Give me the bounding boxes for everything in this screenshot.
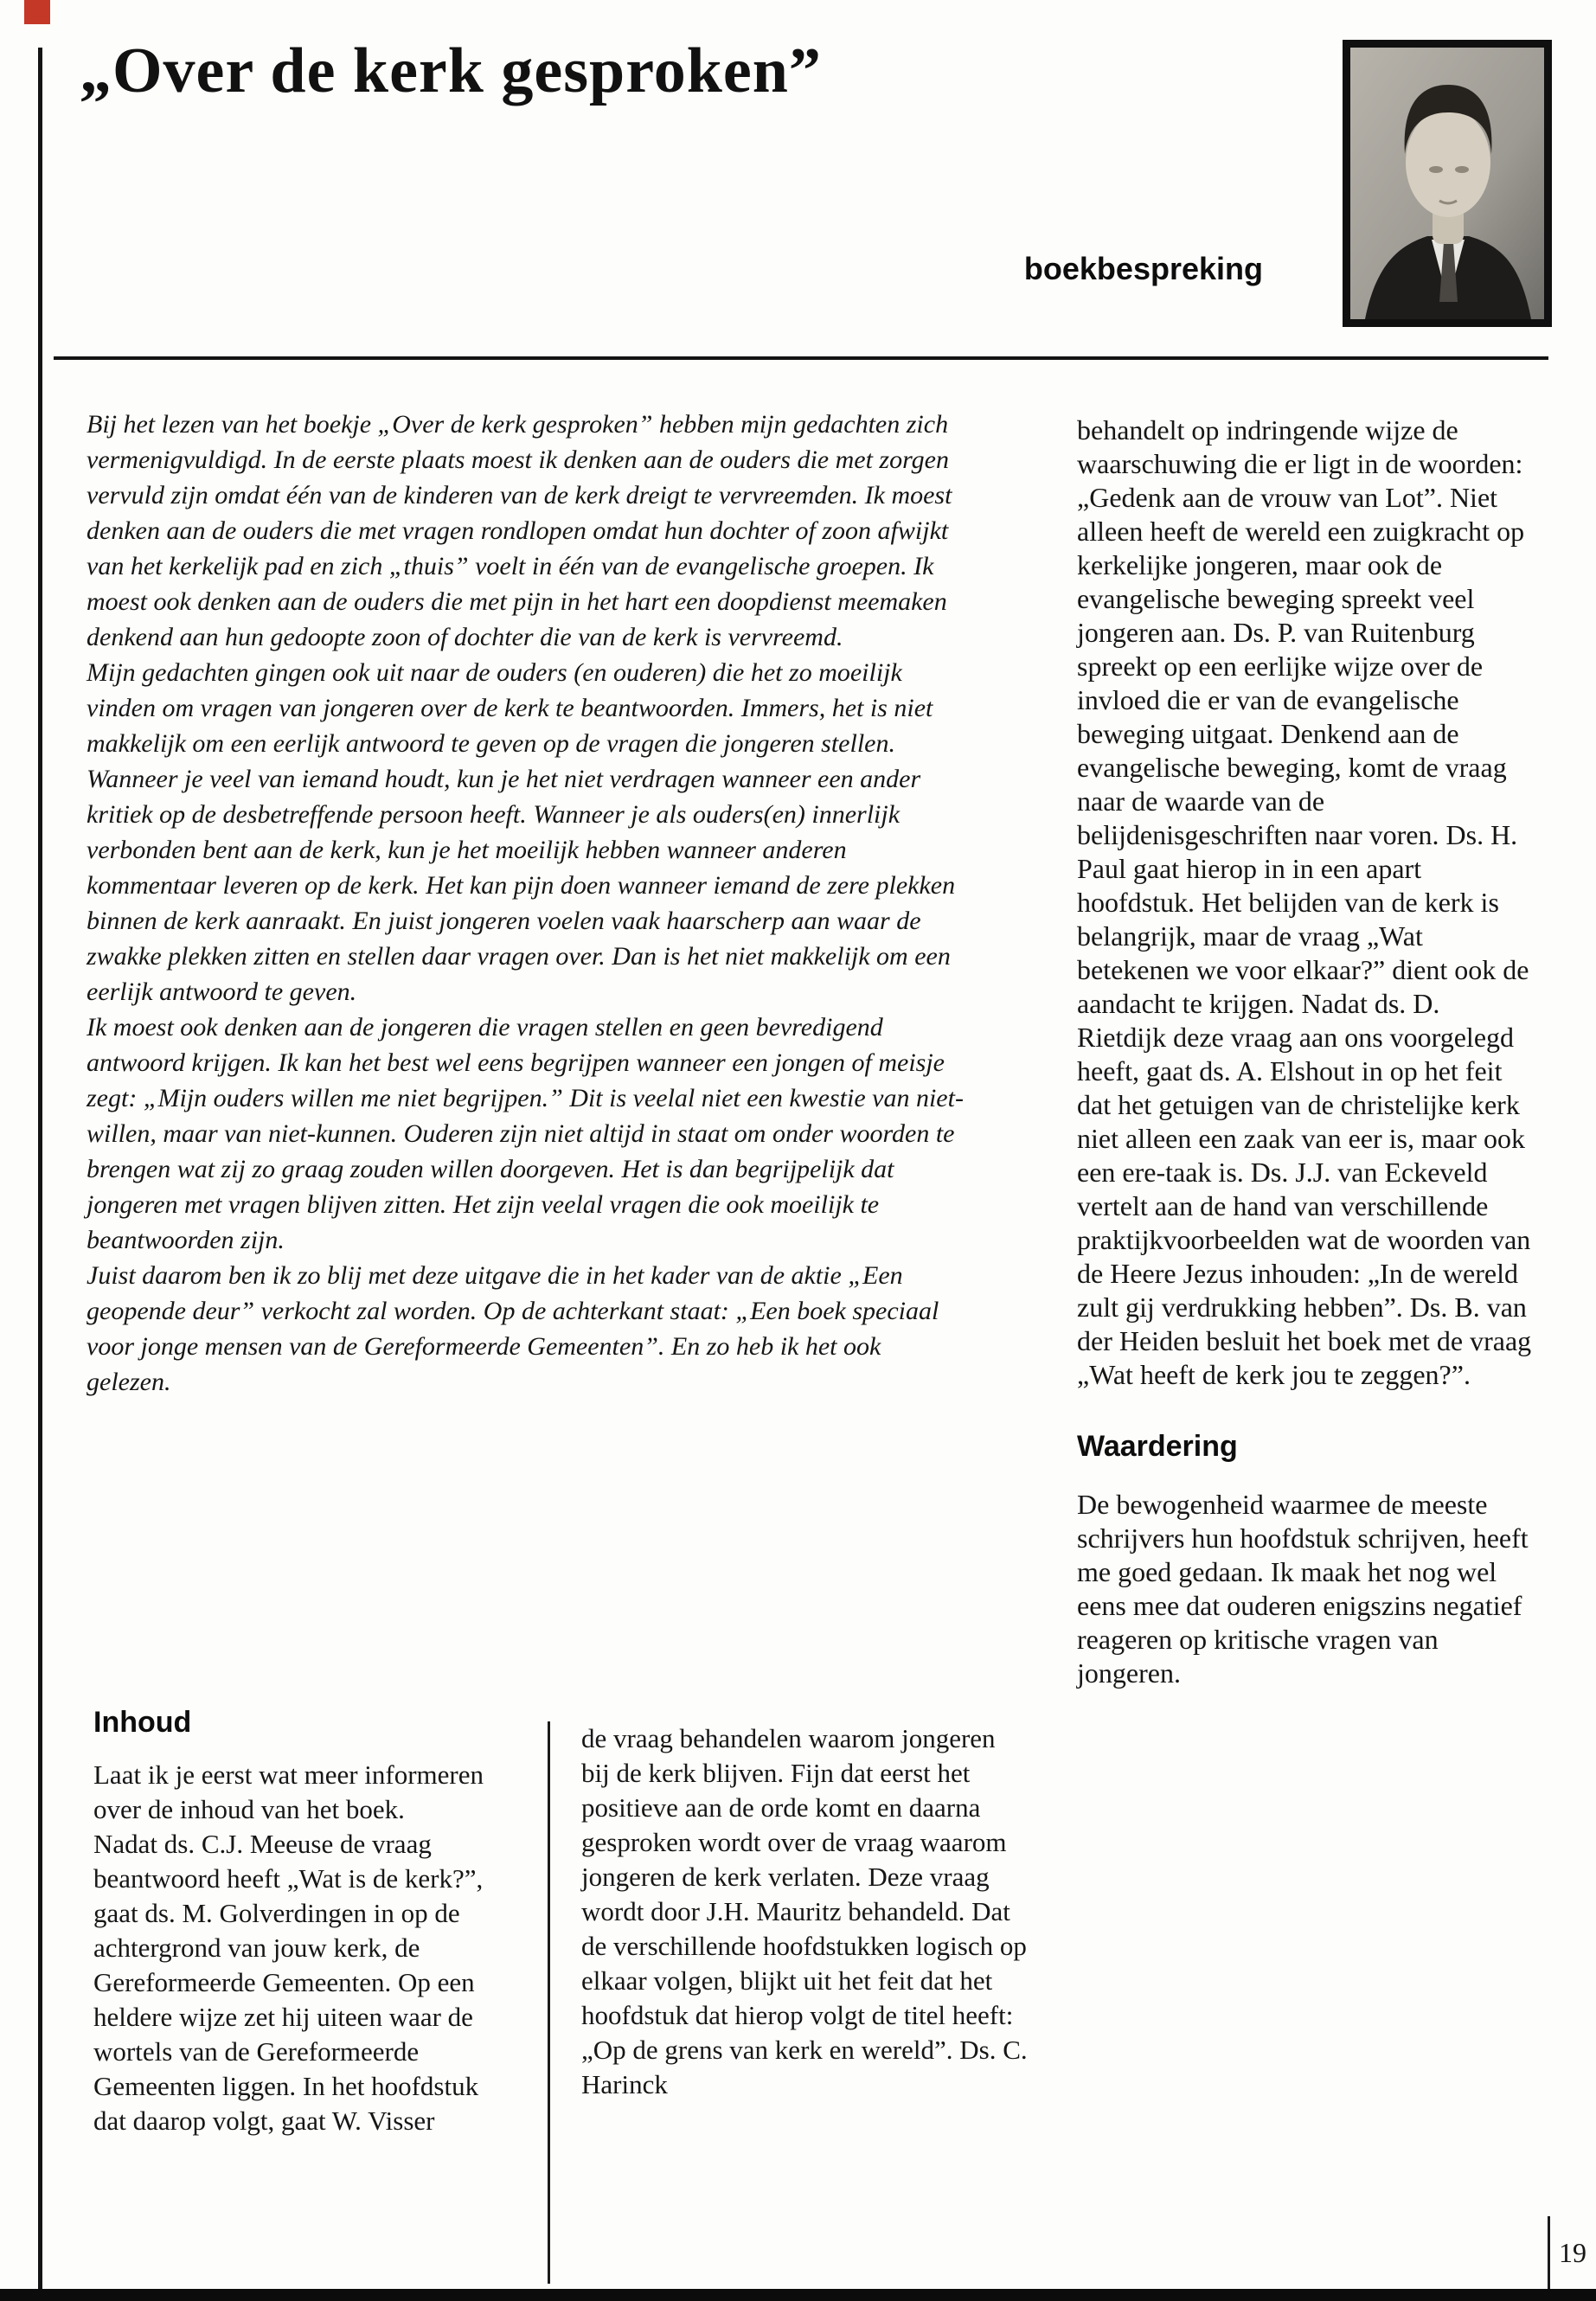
- waardering-heading: Waardering: [1077, 1430, 1238, 1463]
- inhoud-heading: Inhoud: [93, 1706, 192, 1739]
- intro-paragraph: Ik moest ook denken aan de jongeren die vragen stellen en geen bevredigend antwoord krijgen. Ik kan het best wel eens begrijpen wanneer een jongen of meisje zegt: „Mijn ouders willen me niet begrijpen.” Dit is veelal niet een kwestie van niet-willen, maar van niet-kunnen. Ouderen zijn niet altijd in staat om onder woorden te brengen wat zij zo graag zouden willen doorgeven. Het is dan begrijpelijk dat jongeren met vragen blijven zitten. Het zijn veelal vragen die ook moeilijk te beantwoorden zijn.: [87, 1013, 964, 1254]
- right-column: [1077, 413, 1535, 1690]
- left-vertical-rule: [38, 48, 42, 2290]
- intro-italic-text: [87, 407, 965, 1400]
- inhoud-column-2: [581, 1721, 1029, 2102]
- inhoud-col1-paragraph: Nadat ds. C.J. Meeuse de vraag beantwoord heeft „Wat is de kerk?”, gaat ds. M. Golverdingen in op de achtergrond van jouw kerk, de Gereformeerde Gemeenten. Op een heldere wijze zet hij uiteen waar de wortels van de Gereformeerde Gemeenten liggen. In het hoofdstuk dat daarop volgt, gaat W. Visser: [93, 1829, 484, 2136]
- right-column-body-text: behandelt op indringende wijze de waarschuwing die er ligt in de woorden: „Gedenk aan de vrouw van Lot”. Niet alleen heeft de wereld een zuigkracht op kerkelijke jongeren, maar ook de evangelische beweging spreekt veel jongeren aan. Ds. P. van Ruitenburg spreekt op een eerlijke wijze over de invloed die er van de evangelische beweging uitgaat. Denkend aan de evangelische beweging, komt de vraag naar de waarde van de belijdenisgeschriften naar voren. Ds. H. Paul gaat hierop in in een apart hoofdstuk. Het belijden van de kerk is belangrijk, maar de vraag „Wat betekenen we voor elkaar?” dient ook de aandacht te krijgen. Nadat ds. D. Rietdijk deze vraag aan ons voorgelegd heeft, gaat ds. A. Elshout in op het feit dat het getuigen van de christelijke kerk niet alleen een zaak van eer is, maar ook een ere-taak is. Ds. J.J. van Eckeveld vertelt aan de hand van verschillende praktijkvoorbeelden wat de woorden van de Heere Jezus inhouden: „In de wereld zult gij verdrukking hebben”. Ds. B. van der Heiden besluit het boek met de vraag „Wat heeft de kerk jou te zeggen?”.: [1077, 414, 1532, 1390]
- red-corner-mark: [24, 0, 50, 24]
- page-number-rule: [1548, 2216, 1550, 2289]
- inhoud-column-1: [93, 1758, 510, 2138]
- inhoud-col1-paragraph: Laat ik je eerst wat meer informeren over de inhoud van het boek.: [93, 1759, 484, 1824]
- intro-paragraph: Mijn gedachten gingen ook uit naar de ouders (en ouderen) die het zo moeilijk vinden om vragen van jongeren over de kerk te beantwoorden. Immers, het is niet makkelijk om een eerlijk antwoord te geven op de vragen die jongeren stellen. Wanneer je veel van iemand houdt, kun je het niet verdragen wanneer een ander kritiek op de desbetreffende persoon heeft. Wanneer je als ouders(en) innerlijk verbonden bent aan de kerk, kun je het moeilijk hebben wanneer anderen kommentaar leveren op de kerk. Het kan pijn doen wanneer iemand de zere plekken binnen de kerk aanraakt. En juist jongeren voelen vaak haarscherp aan waar de zwakke plekken zitten en stellen daar vragen over. Dan is het niet makkelijk om een eerlijk antwoord te geven.: [87, 658, 956, 1006]
- page-title: „Over de kerk gesproken”: [80, 35, 822, 106]
- bottom-black-bar: [0, 2289, 1596, 2301]
- section-label-boekbespreking: boekbespreking: [1023, 251, 1263, 286]
- page-number: 19: [1559, 2237, 1586, 2268]
- intro-paragraph: Bij het lezen van het boekje „Over de kerk gesproken” hebben mijn gedachten zich vermenigvuldigd. In de eerste plaats moest ik denken aan de ouders die met zorgen vervuld zijn omdat één van de kinderen van de kerk dreigt te vervreemden. Ik moest denken aan de ouders die met vragen rondlopen omdat hun dochter of zoon afwijkt van het kerkelijk pad en zich „thuis” voelt in één van de evangelische groepen. Ik moest ook denken aan de ouders die met pijn in het hart een doopdienst meemaken denkend aan hun gedoopte zoon of dochter die van de kerk is vervreemd.: [87, 410, 952, 651]
- intro-paragraph: Juist daarom ben ik zo blij met deze uitgave die in het kader van de aktie „Een geopende deur” verkocht zal worden. Op de achterkant staat: „Een boek speciaal voor jonge mensen van de Gereformeerde Gemeenten”. En zo heb ik het ook gelezen.: [87, 1261, 939, 1396]
- inhoud-col2-paragraph: de vraag behandelen waarom jongeren bij de kerk blijven. Fijn dat eerst het positieve aan de orde komt en daarna gesproken wordt over de vraag waarom jongeren de kerk verlaten. Deze vraag wordt door J.H. Mauritz behandeld. Dat de verschillende hoofdstukken logisch op elkaar volgen, blijkt uit het feit dat het hoofdstuk dat hierop volgt de titel heeft: „Op de grens van kerk en wereld”. Ds. C. Harinck: [581, 1723, 1028, 2099]
- column-divider-rule: [548, 1721, 550, 2284]
- author-portrait-photo: [1343, 40, 1552, 327]
- waardering-text: De bewogenheid waarmee de meeste schrijvers hun hoofdstuk schrijven, heeft me goed gedaan. Ik maak het nog wel eens mee dat ouderen enigszins negatief reageren op kritische vragen van jongeren.: [1077, 1489, 1529, 1689]
- header-divider-rule: [54, 356, 1548, 360]
- portrait-photo-graphic: [1343, 40, 1552, 327]
